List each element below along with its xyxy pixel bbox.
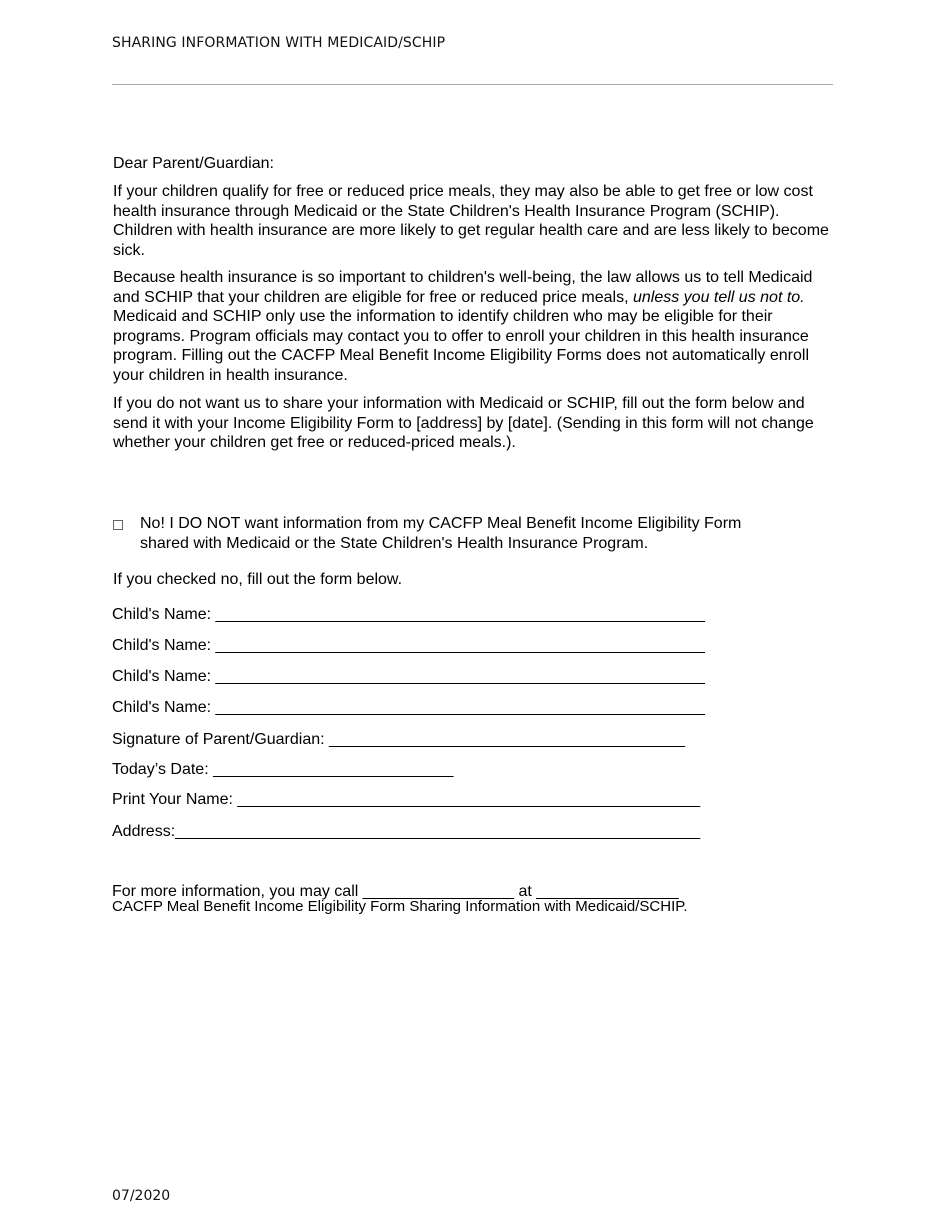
form-title-caption: CACFP Meal Benefit Income Eligibility Form Sharing Information with Medicaid/SCHIP. — [112, 898, 688, 915]
header-divider — [112, 84, 833, 85]
signature-field[interactable]: Signature of Parent/Guardian: ________________________________________ — [112, 731, 685, 748]
contact-info-line: For more information, you may call _________________ at ________________ — [112, 883, 679, 900]
address-field[interactable]: Address:___________________________________________________________ — [112, 823, 701, 840]
optout-label: No! I DO NOT want information from my CACFP Meal Benefit Income Eligibility Form shared with Medicaid or the State Children's Health Insurance Program. — [140, 515, 742, 552]
form-instruction: If you checked no, fill out the form below. — [113, 571, 403, 588]
todays-date-field[interactable]: Today’s Date: ___________________________ — [112, 761, 454, 778]
paragraph-law-start: Because health insurance is so important to children's well-being, the law allows us to tell Medicaid and SCHIP that your children are eligible for free or reduced price meals, — [113, 269, 813, 306]
child-name-field-3[interactable]: Child's Name: _______________________________________________________ — [112, 668, 705, 685]
optout-checkbox[interactable] — [113, 520, 123, 530]
salutation: Dear Parent/Guardian: — [113, 155, 274, 172]
child-name-field-4[interactable]: Child's Name: _______________________________________________________ — [112, 699, 705, 716]
paragraph-eligibility: If your children qualify for free or reduced price meals, they may also be able to get free or low cost health insurance through Medicaid or the State Children's Health Insurance Program (SCHIP). Children with health insurance are more likely to get regular health care and are less likely to become sick. — [113, 183, 829, 259]
child-name-field-2[interactable]: Child's Name: _______________________________________________________ — [112, 637, 705, 654]
paragraph-law — [113, 268, 838, 385]
print-name-field[interactable]: Print Your Name: ____________________________________________________ — [112, 791, 701, 808]
paragraph-law-end: Medicaid and SCHIP only use the information to identify children who may be eligible for their programs. Program officials may contact you to offer to enroll your children in this health insurance program. Filling out the CACFP Meal Benefit Income Eligibility Forms does not automatically enroll your children in health insurance. — [113, 308, 809, 384]
child-name-field-1[interactable]: Child's Name: _______________________________________________________ — [112, 606, 705, 623]
page-header-title: SHARING INFORMATION WITH MEDICAID/SCHIP — [112, 35, 446, 51]
footer-date: 07/2020 — [112, 1188, 171, 1204]
paragraph-law-emphasis: unless you tell us not to. — [632, 288, 805, 306]
paragraph-optout-instructions: If you do not want us to share your information with Medicaid or SCHIP, fill out the form below and send it with your Income Eligibility Form to [address] by [date]. (Sending in this form will not change whether your children get free or reduced-priced meals.). — [113, 395, 814, 451]
